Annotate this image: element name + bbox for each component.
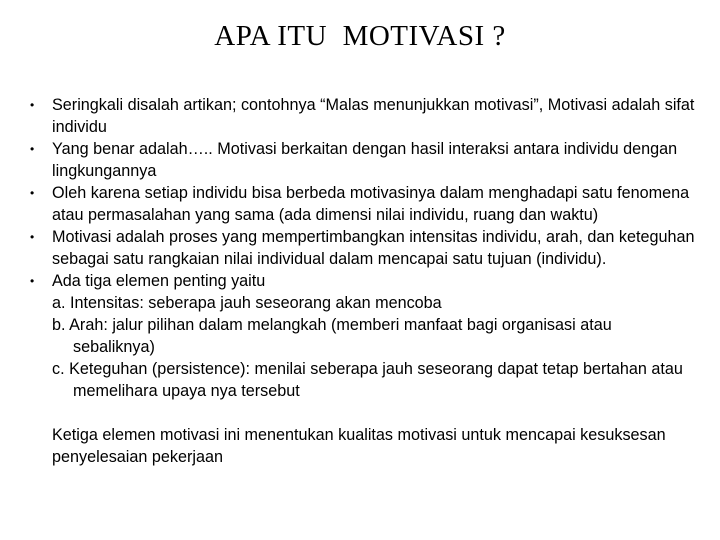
element-marker: a. bbox=[52, 294, 66, 312]
element-marker: c. bbox=[52, 360, 65, 378]
bullet-text: Oleh karena setiap individu bisa berbeda motivasinya dalam menghadapi satu fenomena atau permasalahan yang sama (ada dimensi nilai individu, ruang dan waktu) bbox=[52, 184, 690, 224]
element-marker: b. bbox=[52, 316, 66, 334]
bullet-item bbox=[26, 138, 696, 182]
element-description: (persistence): menilai seberapa jauh seseorang dapat tetap bertahan atau memelihara upaya nya tersebut bbox=[73, 360, 683, 400]
element-description: : seberapa jauh seseorang akan mencoba bbox=[139, 294, 442, 312]
bullet-icon: • bbox=[30, 274, 35, 288]
bullet-text: Seringkali disalah artikan; contohnya “Malas menunjukkan motivasi”, Motivasi adalah sifat individu bbox=[52, 96, 695, 136]
element-keyword: Intensitas bbox=[70, 294, 140, 312]
element-item-intensitas bbox=[26, 292, 696, 314]
bullet-item bbox=[26, 270, 696, 292]
bullet-icon: • bbox=[30, 186, 35, 200]
bullet-text: Yang benar adalah….. Motivasi berkaitan dengan hasil interaksi antara individu dengan lingkungannya bbox=[52, 140, 678, 180]
bullet-text: Ada tiga elemen penting yaitu bbox=[52, 272, 266, 290]
bullet-text: Motivasi adalah proses yang mempertimbangkan intensitas individu, arah, dan keteguhan sebagai satu rangkaian nilai individual dalam mencapai satu tujuan (individu). bbox=[52, 228, 695, 268]
bullet-item bbox=[26, 182, 696, 226]
bullet-icon: • bbox=[30, 142, 35, 156]
bullet-icon: • bbox=[30, 230, 35, 244]
bullet-item bbox=[26, 94, 696, 138]
slide-title: APA ITU MOTIVASI ? bbox=[214, 20, 506, 52]
conclusion-text: Ketiga elemen motivasi ini menentukan kualitas motivasi untuk mencapai kesuksesan penyelesaian pekerjaan bbox=[52, 426, 666, 466]
element-keyword: Arah bbox=[69, 316, 104, 334]
element-keyword: Keteguhan bbox=[69, 360, 148, 378]
bullet-item bbox=[26, 226, 696, 270]
element-description: : jalur pilihan dalam melangkah (memberi manfaat bagi organisasi atau sebaliknya) bbox=[73, 316, 612, 356]
element-item-keteguhan bbox=[26, 358, 696, 402]
slide-body bbox=[26, 94, 696, 468]
element-item-arah bbox=[26, 314, 696, 358]
bullet-icon: • bbox=[30, 98, 35, 112]
